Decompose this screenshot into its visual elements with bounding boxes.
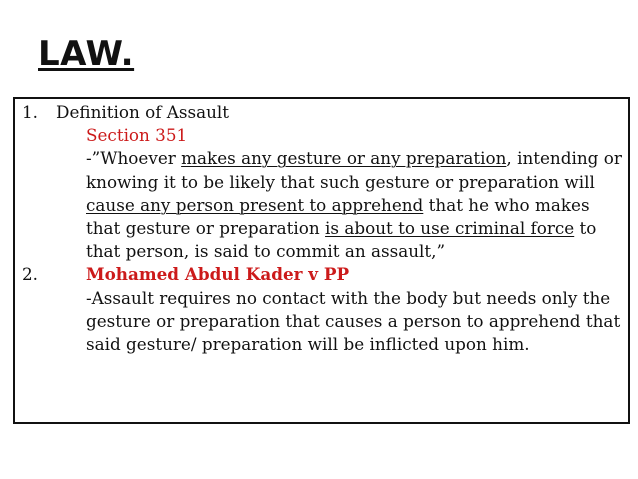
underlined-phrase: makes any gesture or any preparation <box>181 148 507 169</box>
item-number: 1. <box>22 102 39 122</box>
item-heading: Definition of Assault <box>56 102 230 122</box>
item-number: 2. <box>22 264 39 285</box>
section-label: Section 351 <box>86 125 188 146</box>
list-item-2 <box>22 263 628 356</box>
content <box>22 101 628 356</box>
slide-title: LAW. <box>38 34 135 74</box>
underlined-phrase: is about to use criminal force <box>325 218 575 239</box>
case-text: -Assault requires no contact with the body but needs only the gesture or preparation that causes a person to apprehend that said gesture/ preparation will be inflicted upon him. <box>86 287 621 355</box>
section-quote: -”Whoever makes any gesture or any preparation, intending or knowing it to be likely that such gesture or preparation will cause any person present to apprehend that he who makes that gesture or preparation is about to use criminal force to that person, is said to commit an assault,” <box>86 148 622 262</box>
case-name: Mohamed Abdul Kader v PP <box>86 264 350 285</box>
underlined-phrase: cause any person present to apprehend <box>86 194 424 215</box>
list-item-1 <box>22 101 628 263</box>
